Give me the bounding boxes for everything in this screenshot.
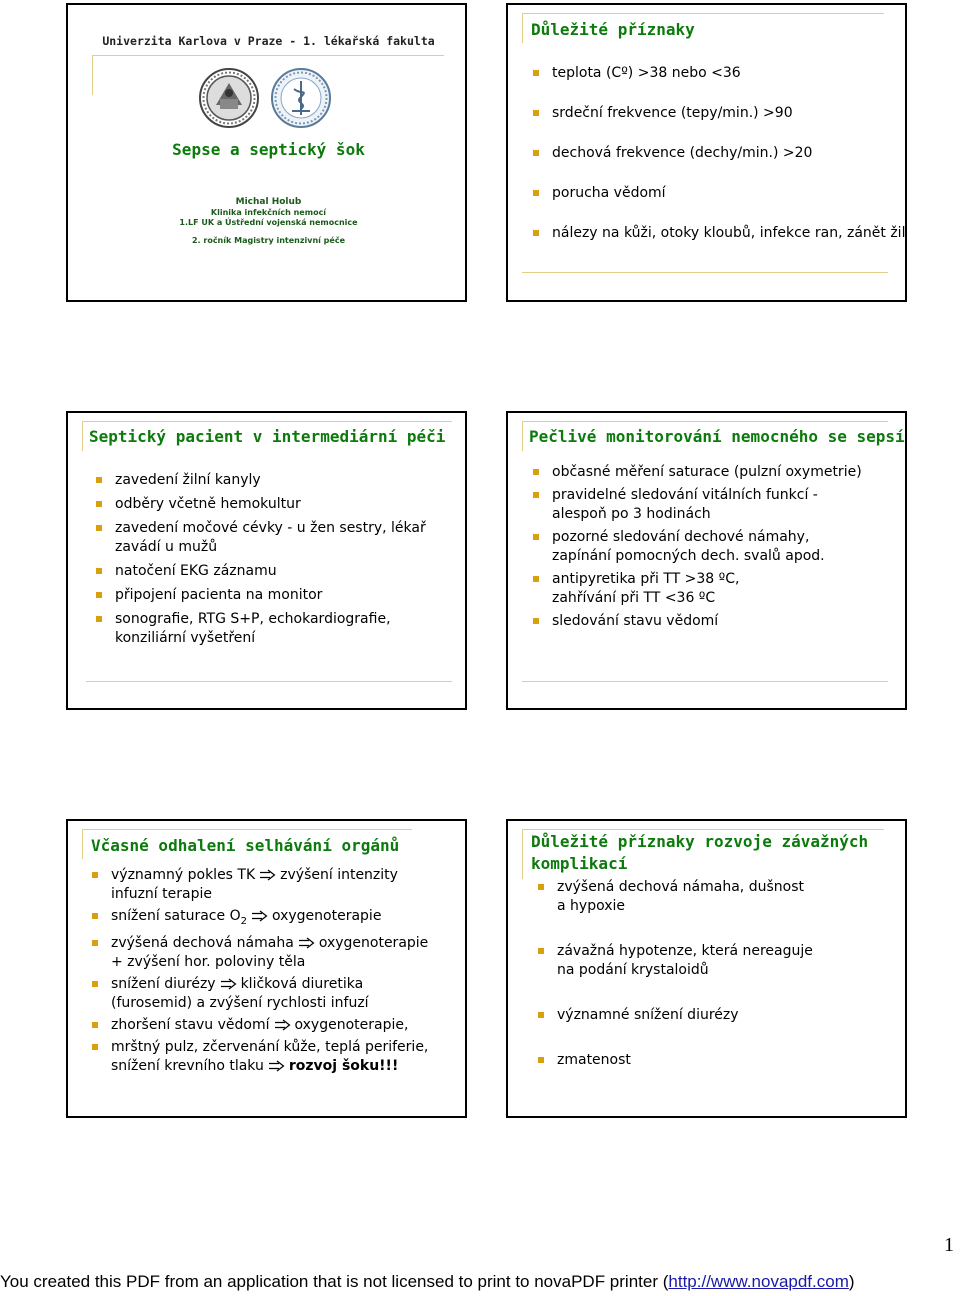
slide-title: Důležité příznaky	[531, 20, 695, 39]
bullet-icon	[92, 913, 98, 919]
divider-line	[522, 13, 884, 14]
bullet-icon	[96, 568, 102, 574]
list-item: zvýšená dechová námaha oxygenoterapie	[92, 934, 428, 953]
footer-close: )	[848, 1272, 855, 1291]
list-item-continuation: + zvýšení hor. poloviny těla	[111, 953, 306, 970]
bullet-icon	[533, 110, 539, 116]
list-item-continuation: zapínání pomocných dech. svalů apod.	[552, 548, 825, 564]
divider-line	[86, 681, 452, 682]
slide-complications	[506, 819, 907, 1118]
bullet-icon	[533, 70, 539, 76]
university-name: Univerzita Karlova v Praze - 1. lékařská fakulta	[102, 34, 435, 48]
implies-arrow-icon	[268, 1060, 285, 1072]
implies-arrow-icon	[274, 1019, 291, 1031]
list-item: sledování stavu vědomí	[533, 612, 862, 631]
bullet-icon	[92, 981, 98, 987]
organ-failure-list	[92, 866, 428, 1076]
bullet-icon	[533, 230, 539, 236]
slide-title-line2: komplikací	[531, 854, 628, 873]
bullet-icon	[538, 948, 544, 954]
divider-line	[522, 272, 888, 273]
page-number: 1	[944, 1234, 954, 1256]
implies-arrow-icon	[220, 978, 237, 990]
bullet-icon	[538, 1012, 544, 1018]
bullet-icon	[533, 492, 539, 498]
bullet-icon	[533, 190, 539, 196]
complication-list	[538, 878, 813, 1070]
divider-line	[522, 829, 884, 830]
bullet-icon	[533, 576, 539, 582]
list-item: významné snížení diurézy	[538, 1006, 813, 1025]
divider-line	[522, 421, 888, 422]
list-item-continuation: (furosemid) a zvýšení rychlosti infuzí	[111, 994, 369, 1011]
bullet-icon	[96, 501, 102, 507]
list-item-continuation: zahřívání při TT <36 ºC	[552, 590, 716, 606]
divider-line	[92, 55, 93, 95]
list-item: pozorné sledování dechové námahy,	[533, 528, 862, 547]
footer-notice	[0, 1272, 960, 1292]
divider-line	[82, 829, 83, 859]
bullet-icon	[92, 1044, 98, 1050]
list-item: významný pokles TK zvýšení intenzity	[92, 866, 428, 885]
slide-septic-patient	[66, 411, 467, 710]
divider-line	[82, 421, 83, 451]
bullet-icon	[92, 1022, 98, 1028]
list-item: zvýšená dechová námaha, dušnost	[538, 878, 813, 897]
divider-line	[522, 829, 523, 879]
divider-line	[82, 829, 412, 830]
implies-arrow-icon	[298, 937, 315, 949]
slide-monitoring	[506, 411, 907, 710]
bullet-icon	[96, 592, 102, 598]
footer-text: You created this PDF from an application that is not licensed to print to novaPDF printer (	[0, 1272, 669, 1291]
symptom-list	[533, 64, 905, 243]
bullet-icon	[92, 872, 98, 878]
list-item-continuation: snížení krevního tlaku rozvoj šoku!!!	[111, 1057, 399, 1074]
list-item: pravidelné sledování vitálních funkcí -	[533, 486, 862, 505]
implies-arrow-icon	[259, 869, 276, 881]
list-item: sonografie, RTG S+P, echokardiografie,	[96, 610, 426, 629]
divider-line	[522, 13, 523, 43]
monitoring-list	[533, 463, 862, 631]
bullet-icon	[533, 534, 539, 540]
list-item: mrštný pulz, zčervenání kůže, teplá periferie,	[92, 1038, 428, 1057]
list-item-continuation: na podání krystaloidů	[557, 962, 709, 978]
novapdf-link[interactable]: http://www.novapdf.com	[668, 1272, 849, 1291]
divider-line	[522, 421, 523, 451]
list-item: odběry včetně hemokultur	[96, 495, 426, 514]
list-item-continuation: konziliární vyšetření	[115, 630, 256, 646]
list-item: snížení diurézy kličková diuretika	[92, 975, 428, 994]
bullet-icon	[92, 940, 98, 946]
slide-title: Včasné odhalení selhávání orgánů	[91, 836, 400, 855]
list-item-continuation: alespoň po 3 hodinách	[552, 506, 711, 522]
bullet-icon	[96, 525, 102, 531]
slide-title	[66, 3, 467, 302]
divider-line	[82, 421, 452, 422]
list-item: teplota (Cº) >38 nebo <36	[533, 64, 905, 83]
institution-name: 1.LF UK a Ústřední vojenská nemocnice	[179, 218, 358, 227]
department-name: Klinika infekčních nemocí	[210, 208, 327, 217]
university-seal-icon	[198, 67, 260, 129]
list-item-continuation: infuzní terapie	[111, 886, 212, 902]
bullet-icon	[533, 618, 539, 624]
slide-title: Septický pacient v intermediární péči	[89, 427, 446, 446]
list-item: zavedení žilní kanyly	[96, 471, 426, 490]
slide-organ-failure	[66, 819, 467, 1118]
bullet-icon	[533, 469, 539, 475]
list-item: porucha vědomí	[533, 184, 905, 203]
bullet-icon	[96, 477, 102, 483]
list-item: srdeční frekvence (tepy/min.) >90	[533, 104, 905, 123]
list-item: natočení EKG záznamu	[96, 562, 426, 581]
faculty-seal-icon	[270, 67, 332, 129]
list-item: občasné měření saturace (pulzní oxymetrie)	[533, 463, 862, 482]
author-name: Michal Holub	[235, 197, 302, 207]
slide-important-symptoms	[506, 3, 907, 302]
bullet-icon	[538, 884, 544, 890]
list-item-continuation: zavádí u mužů	[115, 539, 218, 555]
list-item: nálezy na kůži, otoky kloubů, infekce ran, zánět žil	[533, 224, 905, 243]
slide-title: Pečlivé monitorování nemocného se sepsí	[529, 427, 905, 446]
list-item: zavedení močové cévky - u žen sestry, lékař	[96, 519, 426, 538]
slide-title: Důležité příznaky rozvoje závažných	[531, 832, 869, 851]
list-item-continuation: a hypoxie	[557, 898, 625, 914]
presentation-title: Sepse a septický šok	[172, 140, 365, 159]
list-item: závažná hypotenze, která nereaguje	[538, 942, 813, 961]
divider-line	[522, 681, 888, 682]
bullet-icon	[538, 1057, 544, 1063]
list-item: připojení pacienta na monitor	[96, 586, 426, 605]
list-item: zhoršení stavu vědomí oxygenoterapie,	[92, 1016, 428, 1035]
list-item: zmatenost	[538, 1051, 813, 1070]
implies-arrow-icon	[251, 910, 268, 922]
bullet-icon	[96, 616, 102, 622]
list-item: dechová frekvence (dechy/min.) >20	[533, 144, 905, 163]
procedure-list	[96, 471, 426, 648]
list-item: snížení saturace $O_2$ oxygenoterapie	[92, 907, 428, 931]
bullet-icon	[533, 150, 539, 156]
divider-line	[92, 55, 444, 56]
list-item: antipyretika při TT >38 ºC,	[533, 570, 862, 589]
course-name: 2. ročník Magistry intenzivní péče	[191, 236, 345, 245]
